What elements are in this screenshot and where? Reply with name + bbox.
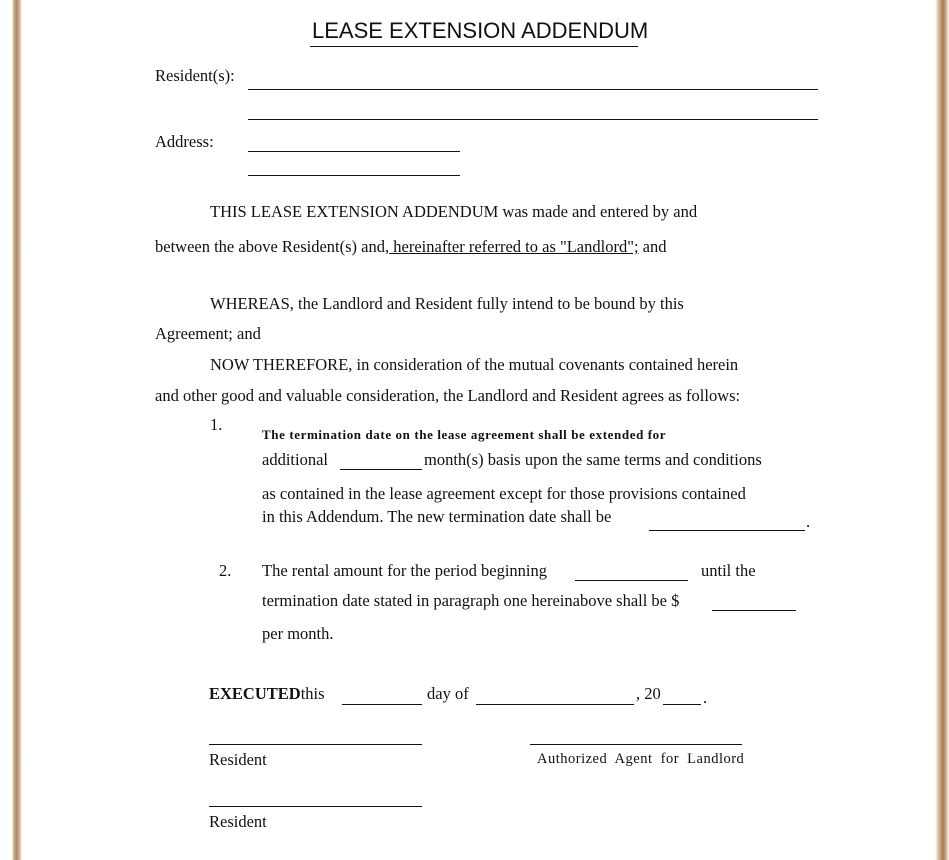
address-blank-line-1[interactable] <box>248 151 460 152</box>
para1-line1: THIS LEASE EXTENSION ADDENDUM was made and entered by and <box>210 202 698 221</box>
para1-line2-landlord: , hereinafter referred to as "Landlord"; <box>385 237 639 256</box>
para2-line1: WHEREAS, the Landlord and Resident fully intend to be bound by this <box>210 294 684 313</box>
executed-this: this <box>300 684 325 703</box>
item1-months-blank[interactable] <box>340 469 422 470</box>
para3-line2: and other good and valuable consideration, the Landlord and Resident agrees as follows: <box>155 386 741 405</box>
para1-line2-start: between the above Resident(s) and <box>155 237 386 256</box>
title-underline <box>310 46 638 47</box>
para1-line2 <box>155 237 666 257</box>
document-title: LEASE EXTENSION ADDENDUM <box>312 18 649 43</box>
agent-label: Authorized Agent for Landlord <box>537 751 745 767</box>
address-label: Address: <box>155 132 214 151</box>
item2-number: 2. <box>219 561 232 580</box>
resident-blank-line-1[interactable] <box>248 89 818 90</box>
executed-year-prefix: , 20 <box>636 684 661 703</box>
para1-line2-end: and <box>638 237 667 256</box>
para2-line2: Agreement; and <box>155 324 261 343</box>
item1-line2-start: additional <box>262 450 328 469</box>
executed-month-blank[interactable] <box>476 704 634 705</box>
resident1-signature-line[interactable] <box>209 744 422 745</box>
resident-label: Resident(s): <box>155 66 235 85</box>
resident2-signature-line[interactable] <box>209 806 422 807</box>
rent-amount-blank[interactable] <box>712 610 796 611</box>
address-blank-line-2[interactable] <box>248 175 460 176</box>
period-beginning-blank[interactable] <box>575 580 688 581</box>
executed-label: EXECUTED <box>209 684 301 703</box>
item1-period: . <box>806 512 811 531</box>
item1-line3: as contained in the lease agreement except for those provisions contained <box>262 484 746 503</box>
resident-blank-line-2[interactable] <box>248 119 818 120</box>
item1-number: 1. <box>210 415 223 434</box>
page-right-edge <box>935 0 949 860</box>
executed-year-blank[interactable] <box>663 704 701 705</box>
item2-line1-start: The rental amount for the period beginning <box>262 561 547 580</box>
item1-line2-end: month(s) basis upon the same terms and conditions <box>424 450 762 469</box>
item1-line1: The termination date on the lease agreement shall be extended for <box>262 427 667 442</box>
item2-line3: per month. <box>262 624 334 643</box>
executed-day-of: day of <box>427 684 469 703</box>
item1-line4: in this Addendum. The new termination date shall be <box>262 507 612 526</box>
item2-line2: termination date stated in paragraph one hereinabove shall be $ <box>262 591 680 610</box>
executed-period: . <box>703 688 708 707</box>
new-termination-date-blank[interactable] <box>649 530 805 531</box>
executed-day-blank[interactable] <box>342 704 422 705</box>
page-left-edge <box>0 0 22 860</box>
agent-signature-line[interactable] <box>530 744 742 745</box>
resident2-label: Resident <box>209 812 267 831</box>
item2-line1-end: until the <box>701 561 756 580</box>
executed-line <box>209 684 325 704</box>
resident1-label: Resident <box>209 750 267 769</box>
para3-line1: NOW THEREFORE, in consideration of the mutual covenants contained herein <box>210 355 739 374</box>
